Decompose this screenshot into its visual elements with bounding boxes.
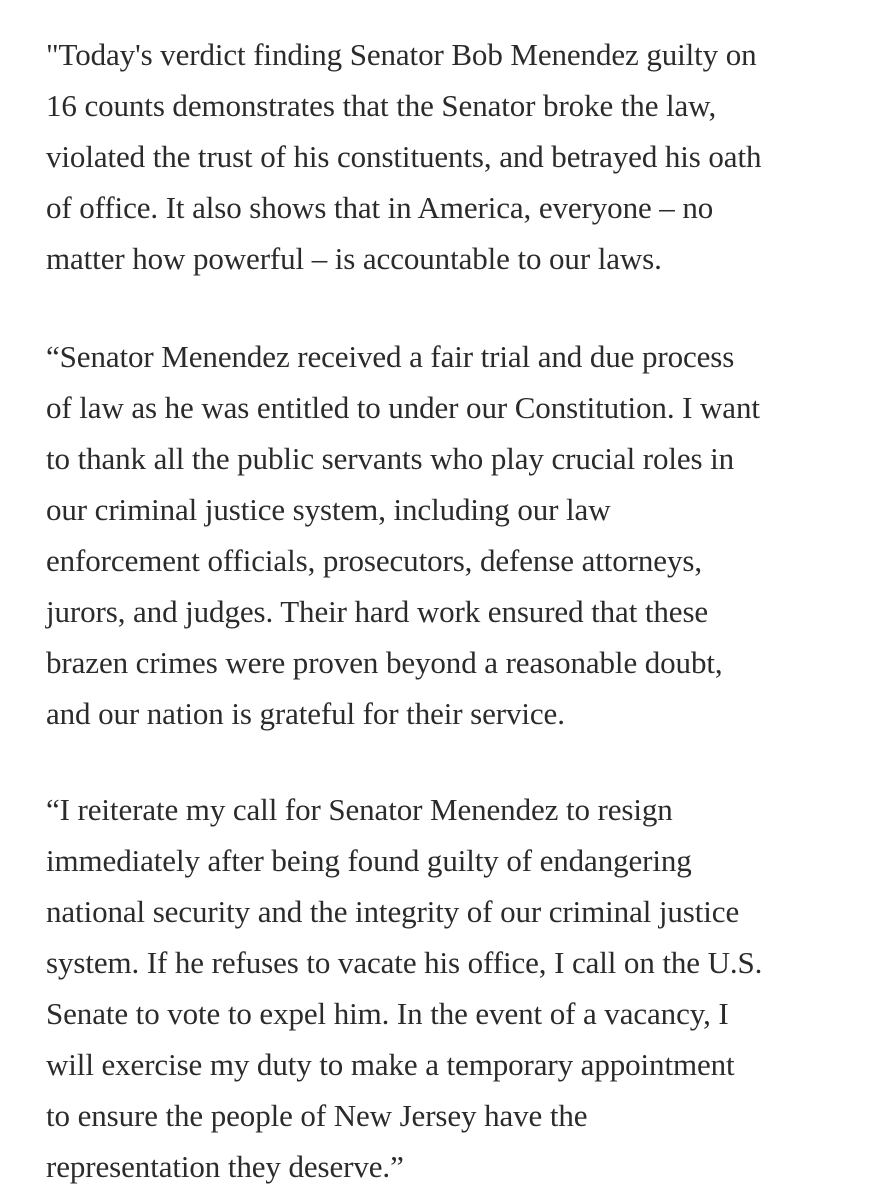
text-line: immediately after being found guilty of endangering [46,843,692,878]
text-line: and our nation is grateful for their service. [46,696,565,731]
text-line: “Senator Menendez received a fair trial and due process [46,339,735,374]
paragraph-resignation [46,784,762,1192]
text-line: 16 counts demonstrates that the Senator broke the law, [46,88,717,123]
text-line: violated the trust of his constituents, and betrayed his oath [46,139,762,174]
text-line: “I reiterate my call for Senator Menendez to resign [46,792,673,827]
text-line: of office. It also shows that in America, everyone – no [46,190,714,225]
paragraph-fair-trial [46,331,760,739]
text-line: representation they deserve.” [46,1149,404,1184]
text-line: will exercise my duty to make a temporary appointment [46,1047,735,1082]
text-line: enforcement officials, prosecutors, defense attorneys, [46,543,702,578]
text-line: national security and the integrity of our criminal justice [46,894,740,929]
text-line: matter how powerful – is accountable to our laws. [46,241,662,276]
paragraph-verdict [46,29,761,284]
text-line: brazen crimes were proven beyond a reasonable doubt, [46,645,723,680]
text-line: system. If he refuses to vacate his office, I call on the U.S. [46,945,763,980]
text-line: jurors, and judges. Their hard work ensured that these [46,594,709,629]
text-line: our criminal justice system, including our law [46,492,611,527]
text-line: of law as he was entitled to under our Constitution. I want [46,390,760,425]
text-line: "Today's verdict finding Senator Bob Menendez guilty on [46,37,757,72]
text-line: Senate to vote to expel him. In the event of a vacancy, I [46,996,729,1031]
text-line: to ensure the people of New Jersey have the [46,1098,588,1133]
text-line: to thank all the public servants who play crucial roles in [46,441,735,476]
